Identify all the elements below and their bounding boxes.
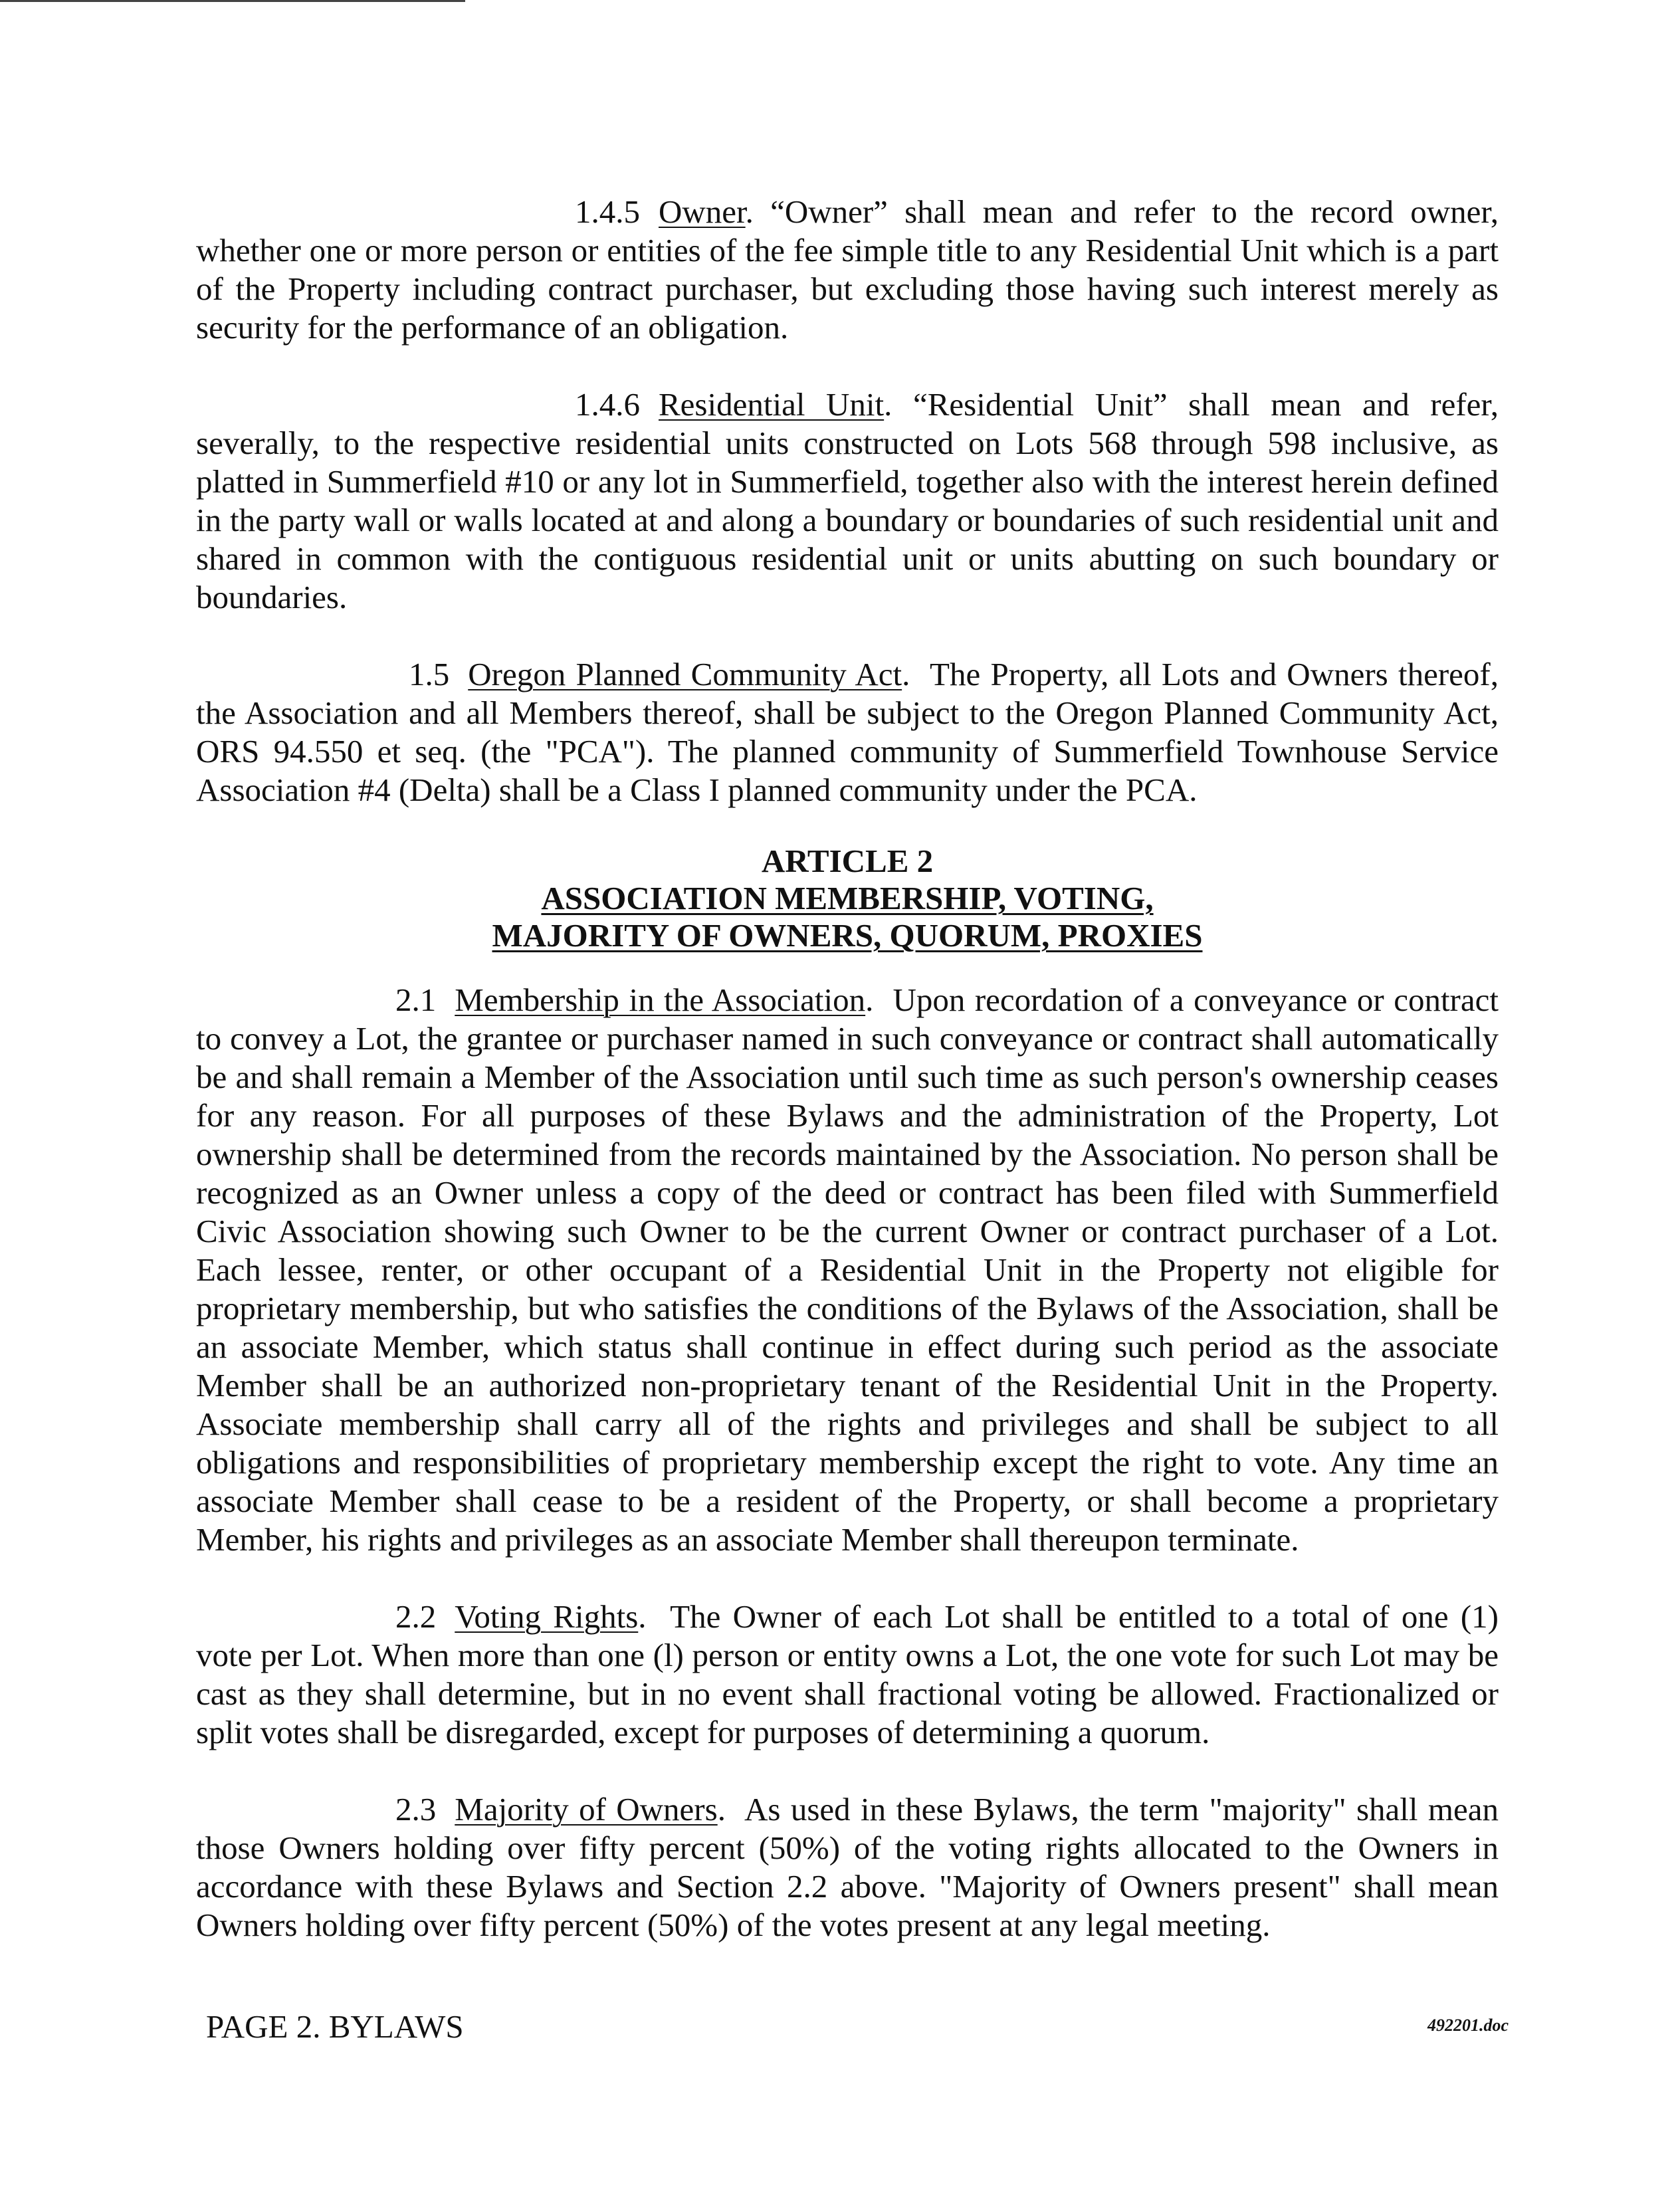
section-1-5: 1.5 Oregon Planned Community Act. The Property, all Lots and Owners thereof, the Association and all Members thereof, shall be subject to the Oregon Planned Community Act, ORS 94.550 et seq. (the "PCA"). The planned community of Summerfield Townhouse Service Association #4 (Delta) shall be a Class I planned community under the PCA.: [196, 656, 1499, 808]
section-heading: Majority of Owners: [455, 1791, 718, 1828]
section-1-4-6: 1.4.6 Residential Unit. “Residential Unit” shall mean and refer, severally, to the respective residential units constructed on Lots 568 through 598 inclusive, as platted in Summerfield #10 or any lot in Summerfield, together also with the interest herein defined in the party wall or walls located at and along a boundary or boundaries of such residential unit and shared in common with the contiguous residential unit or units abutting on such boundary or boundaries.: [196, 386, 1499, 615]
section-number: 1.5: [409, 656, 450, 692]
scan-edge-line: [0, 0, 465, 2]
section-2-3: 2.3 Majority of Owners. As used in these Bylaws, the term "majority" shall mean those Owners holding over fifty percent (50%) of the voting rights allocated to the Owners in accordance with these Bylaws and Section 2.2 above. "Majority of Owners present" shall mean Owners holding over fifty percent (50%) of the votes present at any legal meeting.: [196, 1791, 1499, 1943]
section-heading: Oregon Planned Community Act: [468, 656, 902, 692]
document-page: [196, 193, 1499, 1944]
section-1-4-5: 1.4.5 Owner. “Owner” shall mean and refer to the record owner, whether one or more person or entities of the fee simple title to any Residential Unit which is a part of the Property including contract purchaser, but excluding those having such interest merely as security for the performance of an obligation.: [196, 193, 1499, 346]
document-reference: 492201.doc: [1427, 2016, 1509, 2035]
section-heading: Residential Unit: [659, 386, 885, 423]
section-text: Upon recordation of a conveyance or contract to convey a Lot, the grantee or purchaser named in such conveyance or contract shall automatically be and shall remain a Member of the Association until such time as such person's ownership ceases for any reason. For all purposes of these Bylaws and the administration of the Property, Lot ownership shall be determined from the records maintained by the Association. No person shall be recognized as an Owner unless a copy of the deed or contract has been filed with Summerfield Civic Association showing such Owner to be the current Owner or contract purchaser of a Lot. Each lessee, renter, or other occupant of a Residential Unit in the Property not eligible for proprietary membership, but who satisfies the conditions of the Bylaws of the Association, shall be an associate Member, which status shall continue in effect during such period as the associate Member shall be an authorized non-proprietary tenant of the Residential Unit in the Property. Associate membership shall carry all of the rights and privileges and shall be subject to all obligations and responsibilities of proprietary membership except the right to vote. Any time an associate Member shall cease to be a resident of the Property, or shall become a proprietary Member, his rights and privileges as an associate Member shall thereupon terminate.: [196, 982, 1499, 1558]
article-title: ARTICLE 2: [761, 843, 934, 879]
section-text: “Owner” shall mean and refer to the record owner, whether one or more person or entities of the fee simple title to any Residential Unit which is a part of the Property including contract purchaser, but excluding those having such interest merely as security for the performance of an obligation.: [196, 193, 1499, 346]
section-number: 2.1: [395, 982, 437, 1018]
article-subtitle-line-1: ASSOCIATION MEMBERSHIP, VOTING,: [541, 880, 1154, 916]
section-number: 1.4.6: [575, 386, 640, 423]
section-2-1: 2.1 Membership in the Association. Upon recordation of a conveyance or contract to convey a Lot, the grantee or purchaser named in such conveyance or contract shall automatically be and shall remain a Member of the Association until such time as such person's ownership ceases for any reason. For all purposes of these Bylaws and the administration of the Property, Lot ownership shall be determined from the records maintained by the Association. No person shall be recognized as an Owner unless a copy of the deed or contract has been filed with Summerfield Civic Association showing such Owner to be the current Owner or contract purchaser of a Lot. Each lessee, renter, or other occupant of a Residential Unit in the Property not eligible for proprietary membership, but who satisfies the conditions of the Bylaws of the Association, shall be an associate Member, which status shall continue in effect during such period as the associate Member shall be an authorized non-proprietary tenant of the Residential Unit in the Property. Associate membership shall carry all of the rights and privileges and shall be subject to all obligations and responsibilities of proprietary membership except the right to vote. Any time an associate Member shall cease to be a resident of the Property, or shall become a proprietary Member, his rights and privileges as an associate Member shall thereupon terminate.: [196, 982, 1499, 1558]
section-heading: Voting Rights: [455, 1598, 639, 1635]
section-text: As used in these Bylaws, the term "majority" shall mean those Owners holding over fifty percent (50%) of the voting rights allocated to the Owners in accordance with these Bylaws and Section 2.2 above. "Majority of Owners present" shall mean Owners holding over fifty percent (50%) of the votes present at any legal meeting.: [196, 1791, 1499, 1943]
section-text: “Residential Unit” shall mean and refer, severally, to the respective residential units constructed on Lots 568 through 598 inclusive, as platted in Summerfield #10 or any lot in Summerfield, together also with the interest herein defined in the party wall or walls located at and along a boundary or boundaries of such residential unit and shared in common with the contiguous residential unit or units abutting on such boundary or boundaries.: [196, 386, 1499, 615]
page-label: PAGE 2. BYLAWS: [206, 2008, 464, 2045]
section-number: 2.2: [395, 1598, 437, 1635]
section-heading: Owner: [659, 193, 746, 230]
page-footer: [206, 2007, 1509, 2047]
article-subtitle-line-2: MAJORITY OF OWNERS, QUORUM, PROXIES: [492, 917, 1203, 954]
section-heading: Membership in the Association: [455, 982, 866, 1018]
section-number: 2.3: [395, 1791, 437, 1828]
section-text: The Property, all Lots and Owners thereof, the Association and all Members thereof, shall be subject to the Oregon Planned Community Act, ORS 94.550 et seq. (the "PCA"). The planned community of Summerfield Townhouse Service Association #4 (Delta) shall be a Class I planned community under the PCA.: [196, 656, 1499, 808]
section-text: The Owner of each Lot shall be entitled to a total of one (1) vote per Lot. When more than one (l) person or entity owns a Lot, the one vote for such Lot may be cast as they shall determine, but in no event shall fractional voting be allowed. Fractionalized or split votes shall be disregarded, except for purposes of determining a quorum.: [196, 1598, 1499, 1750]
section-number: 1.4.5: [575, 193, 640, 230]
article-heading: [196, 843, 1499, 954]
section-2-2: 2.2 Voting Rights. The Owner of each Lot shall be entitled to a total of one (1) vote per Lot. When more than one (l) person or entity owns a Lot, the one vote for such Lot may be cast as they shall determine, but in no event shall fractional voting be allowed. Fractionalized or split votes shall be disregarded, except for purposes of determining a quorum.: [196, 1598, 1499, 1750]
